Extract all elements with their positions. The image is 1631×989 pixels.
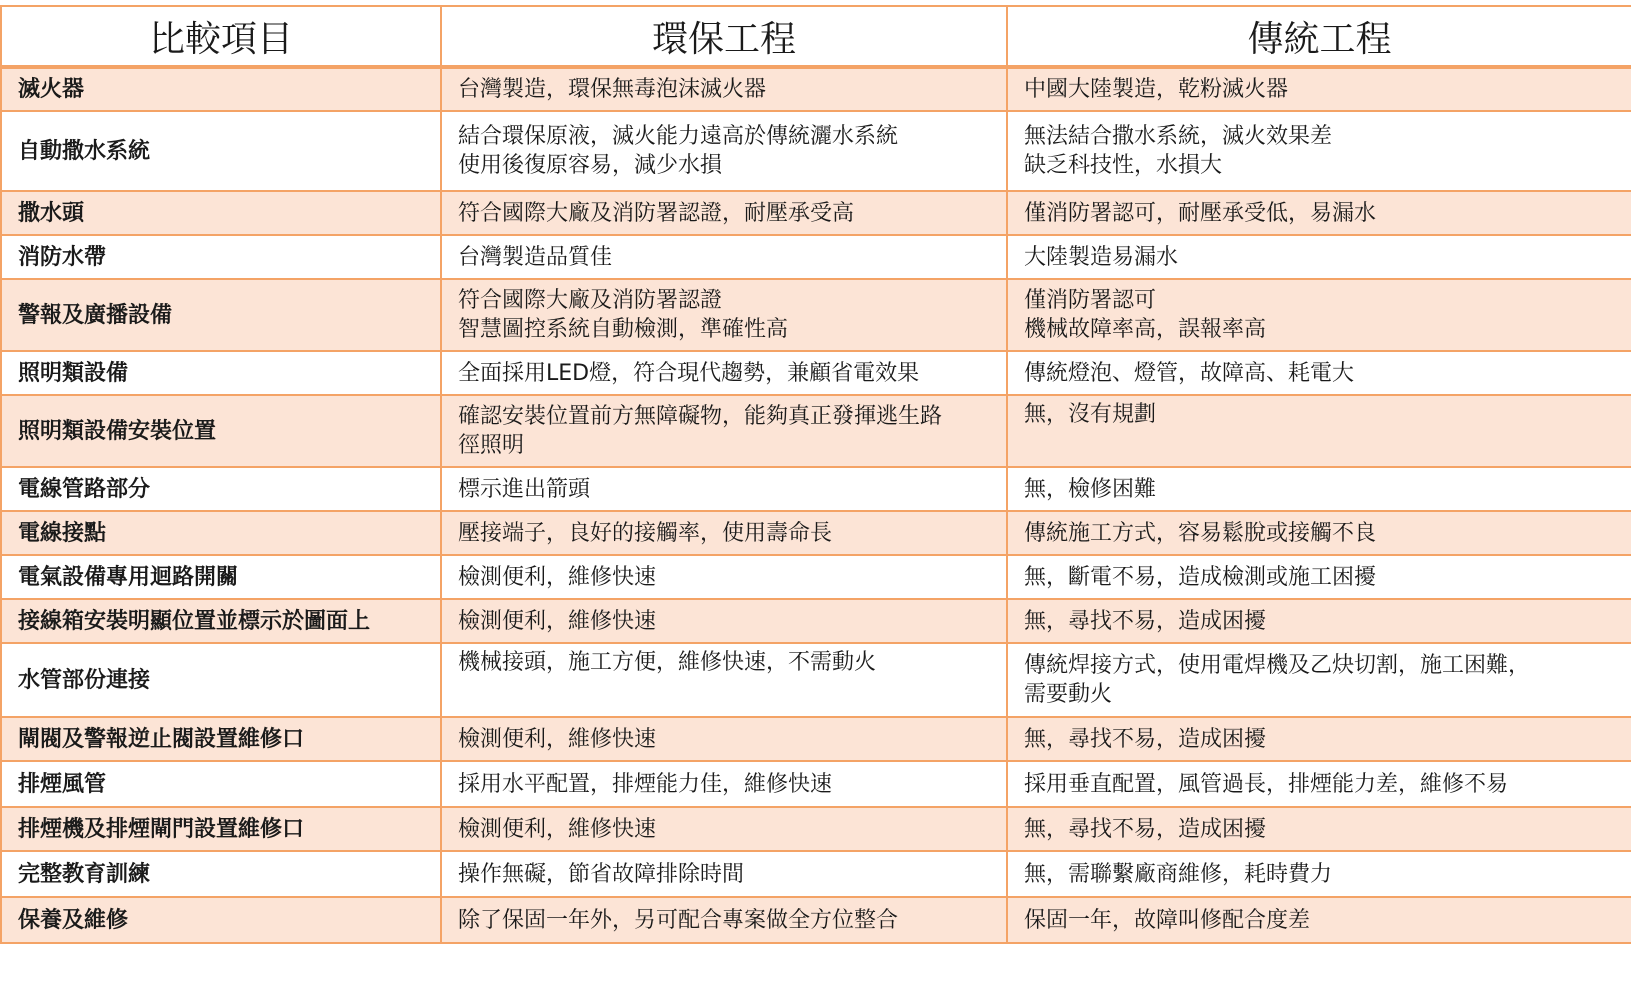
table-row bbox=[1, 807, 1631, 851]
cell-line: 採用水平配置，排煙能力佳，維修快速 bbox=[458, 771, 833, 797]
traditional-cell bbox=[1007, 851, 1631, 897]
eco-cell bbox=[441, 807, 1007, 851]
item-cell: 自動撒水系統 bbox=[1, 111, 441, 191]
cell-line: 機械接頭，施工方便，維修快速，不需動火 bbox=[458, 650, 877, 675]
cell-line: 標示進出箭頭 bbox=[458, 476, 591, 502]
cell-line: 無，尋找不易，造成困擾 bbox=[1024, 726, 1267, 752]
traditional-cell bbox=[1007, 111, 1631, 191]
item-cell: 排煙機及排煙閘門設置維修口 bbox=[1, 807, 441, 851]
eco-cell bbox=[441, 351, 1007, 395]
cell-line: 符合國際大廠及消防署認證 bbox=[458, 288, 723, 313]
cell-line: 傳統焊接方式，使用電焊機及乙炔切割，施工困難， bbox=[1024, 653, 1531, 678]
cell-line: 無，尋找不易，造成困擾 bbox=[1024, 816, 1267, 842]
cell-line: 無，檢修困難 bbox=[1024, 476, 1157, 502]
table-row bbox=[1, 643, 1631, 717]
table-row bbox=[1, 599, 1631, 643]
cell-line: 符合國際大廠及消防署認證，耐壓承受高 bbox=[458, 200, 855, 226]
cell-line: 中國大陸製造，乾粉滅火器 bbox=[1024, 77, 1289, 102]
header-eco: 環保工程 bbox=[441, 6, 1007, 67]
table-row bbox=[1, 717, 1631, 761]
traditional-cell bbox=[1007, 807, 1631, 851]
traditional-cell bbox=[1007, 717, 1631, 761]
eco-cell bbox=[441, 235, 1007, 279]
traditional-cell bbox=[1007, 191, 1631, 235]
cell-line: 僅消防署認可，耐壓承受低，易漏水 bbox=[1024, 200, 1377, 226]
eco-cell bbox=[441, 761, 1007, 807]
cell-line: 除了保固一年外，另可配合專案做全方位整合 bbox=[458, 907, 899, 933]
table-row bbox=[1, 111, 1631, 191]
item-cell: 撒水頭 bbox=[1, 191, 441, 235]
table-row bbox=[1, 467, 1631, 511]
cell-line: 台灣製造，環保無毒泡沫滅火器 bbox=[458, 77, 767, 102]
cell-line: 採用垂直配置，風管過長，排煙能力差，維修不易 bbox=[1024, 771, 1509, 797]
cell-line: 大陸製造易漏水 bbox=[1024, 244, 1179, 270]
cell-line: 檢測便利，維修快速 bbox=[458, 564, 657, 590]
cell-line: 檢測便利，維修快速 bbox=[458, 816, 657, 842]
cell-line: 需要動火 bbox=[1024, 682, 1113, 707]
eco-cell bbox=[441, 555, 1007, 599]
cell-line: 無，需聯繫廠商維修，耗時費力 bbox=[1024, 861, 1333, 887]
comparison-table bbox=[0, 5, 1631, 944]
table-row bbox=[1, 67, 1631, 111]
item-cell: 水管部份連接 bbox=[1, 643, 441, 717]
traditional-cell bbox=[1007, 351, 1631, 395]
item-cell: 警報及廣播設備 bbox=[1, 279, 441, 351]
cell-line: 無，尋找不易，造成困擾 bbox=[1024, 608, 1267, 634]
eco-cell bbox=[441, 191, 1007, 235]
cell-line: 使用後復原容易，減少水損 bbox=[458, 153, 723, 178]
item-cell: 照明類設備 bbox=[1, 351, 441, 395]
table-row bbox=[1, 761, 1631, 807]
table-row bbox=[1, 279, 1631, 351]
cell-line: 徑照明 bbox=[458, 433, 525, 458]
item-cell: 閘閥及警報逆止閥設置維修口 bbox=[1, 717, 441, 761]
traditional-cell bbox=[1007, 67, 1631, 111]
traditional-cell bbox=[1007, 511, 1631, 555]
traditional-cell bbox=[1007, 643, 1631, 717]
traditional-cell bbox=[1007, 555, 1631, 599]
eco-cell bbox=[441, 897, 1007, 943]
cell-line: 壓接端子，良好的接觸率，使用壽命長 bbox=[458, 520, 833, 546]
table-row bbox=[1, 851, 1631, 897]
table-row bbox=[1, 897, 1631, 943]
table-row bbox=[1, 351, 1631, 395]
item-cell: 完整教育訓練 bbox=[1, 851, 441, 897]
cell-line: 無，沒有規劃 bbox=[1024, 402, 1157, 427]
cell-line: 傳統施工方式，容易鬆脫或接觸不良 bbox=[1024, 520, 1377, 546]
cell-line: 缺乏科技性，水損大 bbox=[1024, 153, 1223, 178]
item-cell: 照明類設備安裝位置 bbox=[1, 395, 441, 467]
item-cell: 電氣設備專用迴路開關 bbox=[1, 555, 441, 599]
header-traditional: 傳統工程 bbox=[1007, 6, 1631, 67]
item-cell: 消防水帶 bbox=[1, 235, 441, 279]
cell-line: 無，斷電不易，造成檢測或施工困擾 bbox=[1024, 564, 1377, 590]
cell-line: 傳統燈泡、燈管，故障高、耗電大 bbox=[1024, 360, 1355, 386]
item-cell: 保養及維修 bbox=[1, 897, 441, 943]
item-cell: 接線箱安裝明顯位置並標示於圖面上 bbox=[1, 599, 441, 643]
eco-cell bbox=[441, 467, 1007, 511]
eco-cell bbox=[441, 717, 1007, 761]
cell-line: 保固一年，故障叫修配合度差 bbox=[1024, 907, 1311, 933]
cell-line: 結合環保原液，滅火能力遠高於傳統灑水系統 bbox=[458, 124, 899, 149]
table-row bbox=[1, 191, 1631, 235]
cell-line: 確認安裝位置前方無障礙物，能夠真正發揮逃生路 bbox=[458, 404, 943, 429]
eco-cell bbox=[441, 643, 1007, 717]
item-cell: 排煙風管 bbox=[1, 761, 441, 807]
eco-cell bbox=[441, 851, 1007, 897]
cell-line: 操作無礙，節省故障排除時間 bbox=[458, 861, 745, 887]
eco-cell bbox=[441, 67, 1007, 111]
eco-cell bbox=[441, 511, 1007, 555]
cell-line: 檢測便利，維修快速 bbox=[458, 726, 657, 752]
eco-cell bbox=[441, 279, 1007, 351]
eco-cell bbox=[441, 599, 1007, 643]
traditional-cell bbox=[1007, 897, 1631, 943]
traditional-cell bbox=[1007, 761, 1631, 807]
cell-line: 機械故障率高，誤報率高 bbox=[1024, 317, 1267, 342]
table-row bbox=[1, 395, 1631, 467]
cell-line: 檢測便利，維修快速 bbox=[458, 608, 657, 634]
header-item: 比較項目 bbox=[1, 6, 441, 67]
traditional-cell bbox=[1007, 235, 1631, 279]
table-row bbox=[1, 555, 1631, 599]
table-row bbox=[1, 511, 1631, 555]
traditional-cell bbox=[1007, 279, 1631, 351]
item-cell: 滅火器 bbox=[1, 67, 441, 111]
header-row bbox=[1, 6, 1631, 67]
eco-cell bbox=[441, 111, 1007, 191]
cell-line: 台灣製造品質佳 bbox=[458, 244, 613, 270]
cell-line: 全面採用LED燈，符合現代趨勢，兼顧省電效果 bbox=[458, 360, 920, 386]
table-row bbox=[1, 235, 1631, 279]
cell-line: 智慧圖控系統自動檢測，準確性高 bbox=[458, 317, 789, 342]
cell-line: 僅消防署認可 bbox=[1024, 288, 1157, 313]
item-cell: 電線管路部分 bbox=[1, 467, 441, 511]
cell-line: 無法結合撒水系統，滅火效果差 bbox=[1024, 124, 1333, 149]
traditional-cell bbox=[1007, 395, 1631, 467]
traditional-cell bbox=[1007, 467, 1631, 511]
traditional-cell bbox=[1007, 599, 1631, 643]
eco-cell bbox=[441, 395, 1007, 467]
item-cell: 電線接點 bbox=[1, 511, 441, 555]
